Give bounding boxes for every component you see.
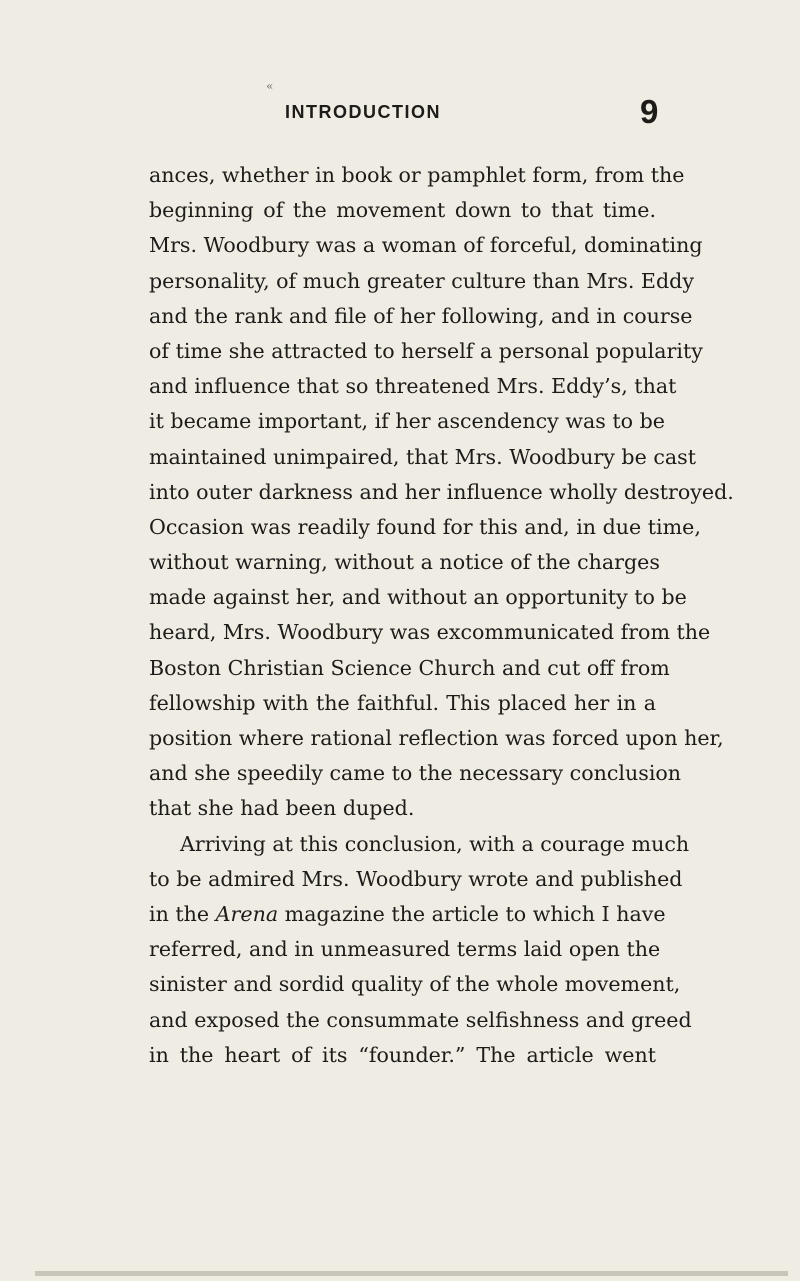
page-number: 9	[640, 93, 659, 130]
text-line: it became important, if her ascendency was to be	[149, 409, 665, 434]
text-line: and exposed the consummate selfishness and greed	[149, 1007, 692, 1032]
text-line: ances, whether in book or pamphlet form, from the	[149, 163, 685, 187]
text-line: that she had been duped.	[149, 796, 415, 821]
text-line: position where rational reflection was forced upon her,	[149, 726, 724, 750]
text-line: referred, and in unmeasured terms laid open the	[149, 937, 661, 962]
text-line: in the heart of its “founder.” The article went	[149, 1042, 656, 1067]
body-text	[149, 158, 734, 1073]
text-line: heard, Mrs. Woodbury was excommunicated from the	[149, 620, 711, 645]
running-head: INTRODUCTION	[285, 102, 441, 122]
magazine-title: Arena	[215, 901, 279, 926]
margin-mark: «	[266, 79, 274, 93]
text-line: into outer darkness and her influence wholly destroyed.	[149, 479, 734, 504]
page-edge-shadow	[35, 1271, 788, 1276]
text-fragment: in the	[149, 901, 210, 926]
text-line: personality, of much greater culture than Mrs. Eddy	[149, 268, 694, 293]
text-line: Arriving at this conclusion, with a courage much	[180, 831, 690, 856]
text-line: maintained unimpaired, that Mrs. Woodbury be cast	[149, 444, 696, 469]
text-line: beginning of the movement down to that time.	[149, 198, 656, 223]
text-fragment: magazine the article to which I have	[284, 901, 666, 926]
text-line: Boston Christian Science Church and cut off from	[149, 655, 670, 680]
text-line: Mrs. Woodbury was a woman of forceful, dominating	[149, 233, 703, 258]
text-line: and she speedily came to the necessary conclusion	[149, 761, 682, 786]
text-line-with-italic	[149, 897, 666, 932]
text-line: and the rank and file of her following, and in course	[149, 303, 693, 328]
text-line: Occasion was readily found for this and, in due time,	[149, 514, 701, 539]
text-line: without warning, without a notice of the charges	[149, 550, 660, 575]
text-line: to be admired Mrs. Woodbury wrote and published	[149, 866, 683, 891]
page-header	[0, 92, 800, 136]
text-line: and influence that so threatened Mrs. Eddy’s, that	[149, 374, 677, 399]
text-line: sinister and sordid quality of the whole movement,	[149, 972, 681, 997]
text-line: made against her, and without an opportunity to be	[149, 585, 687, 610]
text-line: of time she attracted to herself a personal popularity	[149, 338, 703, 363]
text-line: fellowship with the faithful. This placed her in a	[149, 690, 656, 715]
